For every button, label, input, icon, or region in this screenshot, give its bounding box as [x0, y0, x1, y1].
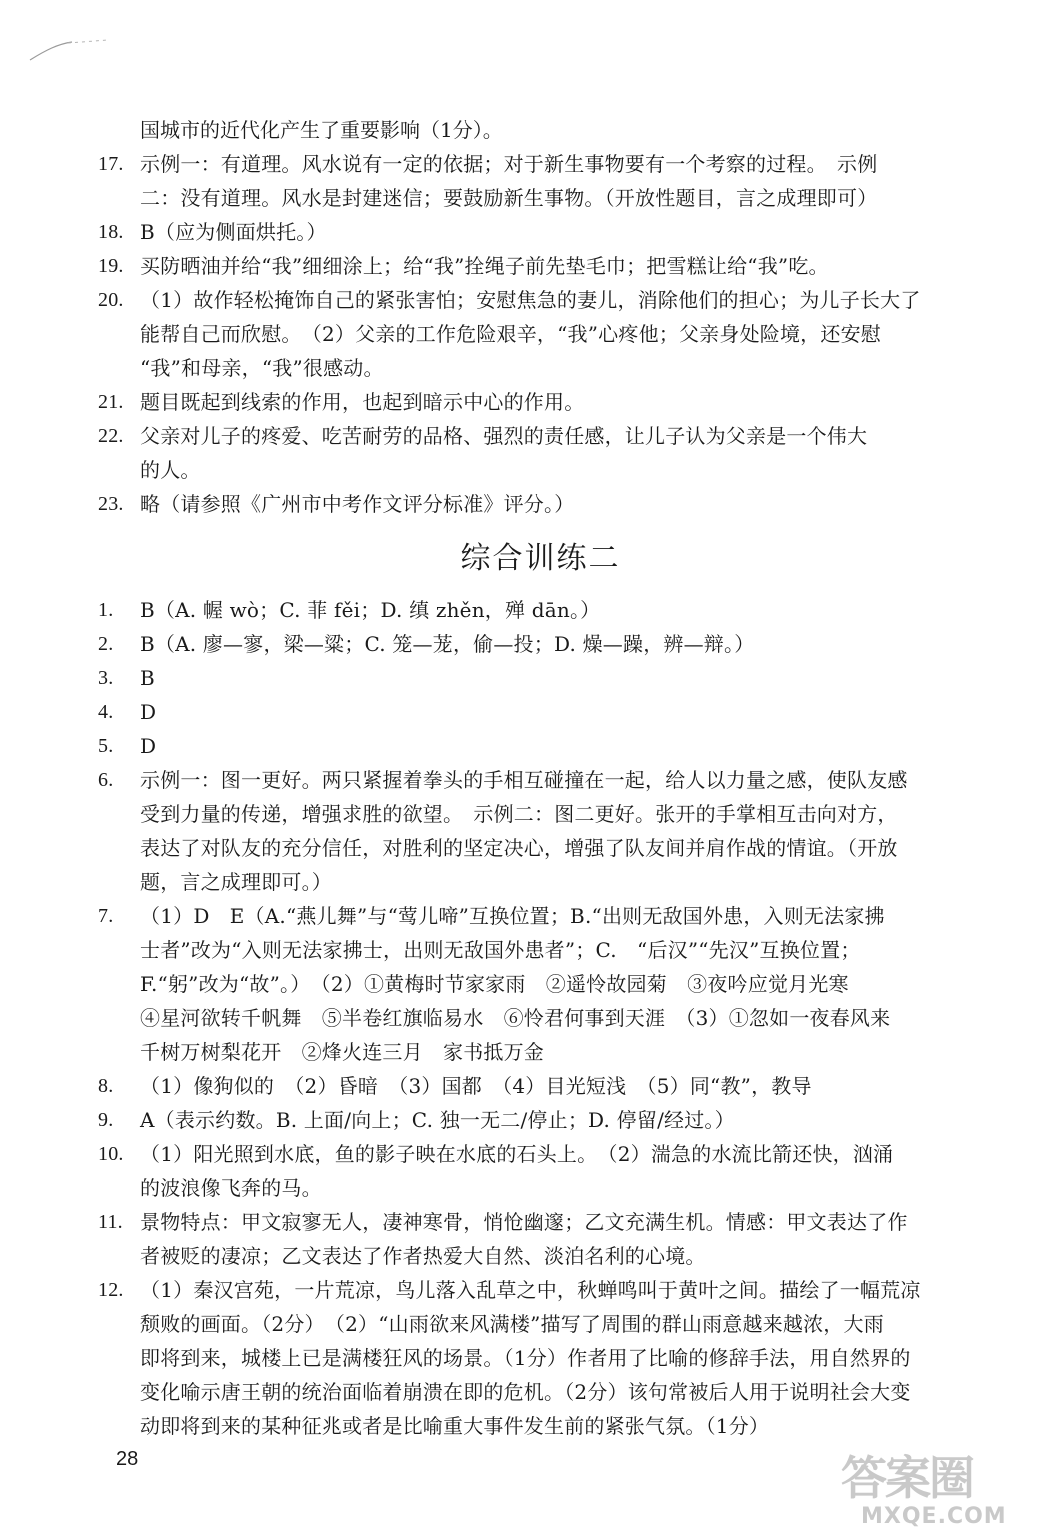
answer-text: B: [140, 666, 155, 690]
answer-item: [98, 283, 983, 385]
answer-text: 略（请参照《广州市中考作文评分标准》评分。）: [140, 492, 575, 516]
answer-number: 21.: [98, 391, 124, 413]
answer-item: [98, 1205, 983, 1273]
watermark-domain: MXQE.COM: [861, 1504, 1007, 1529]
answer-number: 7.: [98, 905, 114, 927]
answer-item: [98, 1137, 983, 1205]
section-title: 综合训练二: [460, 541, 621, 576]
answer-text: B（应为侧面烘托。）: [140, 220, 327, 244]
answer-item: [98, 661, 983, 695]
answer-number: 22.: [98, 425, 124, 447]
page-number: 28: [116, 1448, 139, 1470]
answer-text: （1）故作轻松掩饰自己的紧张害怕；安慰焦急的妻儿，消除他们的担心；为儿子长大了 能帮自己而欣慰。 （2）父亲的工作危险艰辛，“我”心疼他；父亲身处险境，还安慰 “我”和母亲，“我”很感动。: [140, 288, 921, 380]
answer-item: [98, 1069, 983, 1103]
answer-text: （1）阳光照到水底，鱼的影子映在水底的石头上。 （2）湍急的水流比箭还快，汹涌 的波浪像飞奔的马。: [140, 1142, 894, 1200]
answer-number: 8.: [98, 1075, 114, 1097]
answer-number: 2.: [98, 633, 114, 655]
answer-number: 17.: [98, 153, 124, 175]
answer-list-part-one: [98, 147, 983, 521]
answer-text: 题目既起到线索的作用，也起到暗示中心的作用。: [140, 390, 585, 414]
answer-item: [98, 899, 983, 1069]
answer-key-content: [98, 113, 983, 1443]
answer-item: [98, 385, 983, 419]
answer-number: 12.: [98, 1279, 124, 1301]
answer-text: 父亲对儿子的疼爱、吃苦耐劳的品格、强烈的责任感，让儿子认为父亲是一个伟大 的人。: [140, 424, 868, 482]
answer-number: 3.: [98, 667, 114, 689]
answer-item: [98, 763, 983, 899]
pen-scratch-mark: [28, 34, 112, 64]
answer-number: 11.: [98, 1211, 123, 1233]
answer-number: 20.: [98, 289, 124, 311]
answer-item: [98, 1273, 983, 1443]
answer-item: [98, 147, 983, 215]
answer-number: 4.: [98, 701, 114, 723]
answer-text: 买防晒油并给“我”细细涂上；给“我”拴绳子前先垫毛巾；把雪糕让给“我”吃。: [140, 254, 829, 278]
answer-number: 1.: [98, 599, 114, 621]
answer-text: （1）像狗似的 （2）昏暗 （3）国都 （4）目光短浅 （5）同“教”，教导: [140, 1074, 812, 1098]
answer-text: （1）D E（A.“燕儿舞”与“莺儿啼”互换位置；B.“出则无敌国外患，入则无法家拂 士者”改为“入则无法家拂士，出则无敌国外患者”；C. “后汉”“先汉”互换位置； F.“躬”改为“故”。） （2）①黄梅时节家家雨 ②遥怜故园菊 ③夜吟应觉月光寒 ④星河欲转千帆舞 ⑤半卷红旗临易水 ⑥怜君何事到天涯 （3）①忽如一夜春风来 千树万树梨花开 ②烽火连三月 家书抵万金: [140, 904, 891, 1064]
answer-text: D: [140, 700, 157, 724]
answer-text: 示例一：图一更好。两只紧握着拳头的手相互碰撞在一起，给人以力量之感，使队友感 受到力量的传递，增强求胜的欲望。 示例二：图二更好。张开的手掌相互击向对方， 表达了对队友的充分信任，对胜利的坚定决心，增强了队友间并肩作战的情谊。（开放 题，言之成理即可。）: [140, 768, 908, 894]
answer-text: B（A. 廖—寥，梁—粱；C. 笼—茏，偷—投；D. 燥—躁，辨—辩。）: [140, 632, 755, 656]
answer-item: [98, 627, 983, 661]
watermark-logo-text: 答案圈: [841, 1451, 973, 1505]
answer-item: [98, 487, 983, 521]
answer-number: 18.: [98, 221, 124, 243]
answer-item: [98, 215, 983, 249]
answer-text: B（A. 幄 wò；C. 菲 fěi；D. 缜 zhěn，殚 dān。）: [140, 598, 601, 622]
answer-text: 示例一：有道理。风水说有一定的依据；对于新生事物要有一个考察的过程。 示例 二：没有道理。风水是封建迷信；要鼓励新生事物。（开放性题目，言之成理即可）: [140, 152, 878, 210]
answer-item: [98, 593, 983, 627]
answer-text: D: [140, 734, 157, 758]
answer-item: [98, 729, 983, 763]
answer-list-part-two: [98, 593, 983, 1443]
answer-item: [98, 695, 983, 729]
site-watermark-logo: [835, 1442, 1035, 1532]
answer-number: 10.: [98, 1143, 124, 1165]
answer-number: 6.: [98, 769, 114, 791]
answer-item: [98, 249, 983, 283]
answer-number: 5.: [98, 735, 114, 757]
answer-number: 9.: [98, 1109, 114, 1131]
answer-number: 19.: [98, 255, 124, 277]
answer-number: 23.: [98, 493, 124, 515]
answer-item: [98, 419, 983, 487]
answer-item: [98, 1103, 983, 1137]
answer-text: （1）秦汉宫苑，一片荒凉，鸟儿落入乱草之中，秋蝉鸣叫于黄叶之间。描绘了一幅荒凉 颓败的画面。（2分） （2）“山雨欲来风满楼”描写了周围的群山雨意越来越浓，大雨 即将到来，城楼上已是满楼狂风的场景。（1分）作者用了比喻的修辞手法，用自然界的 变化喻示唐王朝的统治面临着崩溃在即的危机。（2分）该句常被后人用于说明社会大变 动即将到来的某种征兆或者是比喻重大事件发生前的紧张气氛。（1分）: [140, 1278, 921, 1438]
answer-text: 景物特点：甲文寂寥无人，凄神寒骨，悄怆幽邃；乙文充满生机。情感：甲文表达了作 者被贬的凄凉；乙文表达了作者热爱大自然、淡泊名利的心境。: [140, 1210, 908, 1268]
continuation-line: 国城市的近代化产生了重要影响（1分）。: [140, 118, 503, 142]
answer-text: A（表示约数。B. 上面/向上；C. 独一无二/停止；D. 停留/经过。）: [140, 1108, 735, 1132]
